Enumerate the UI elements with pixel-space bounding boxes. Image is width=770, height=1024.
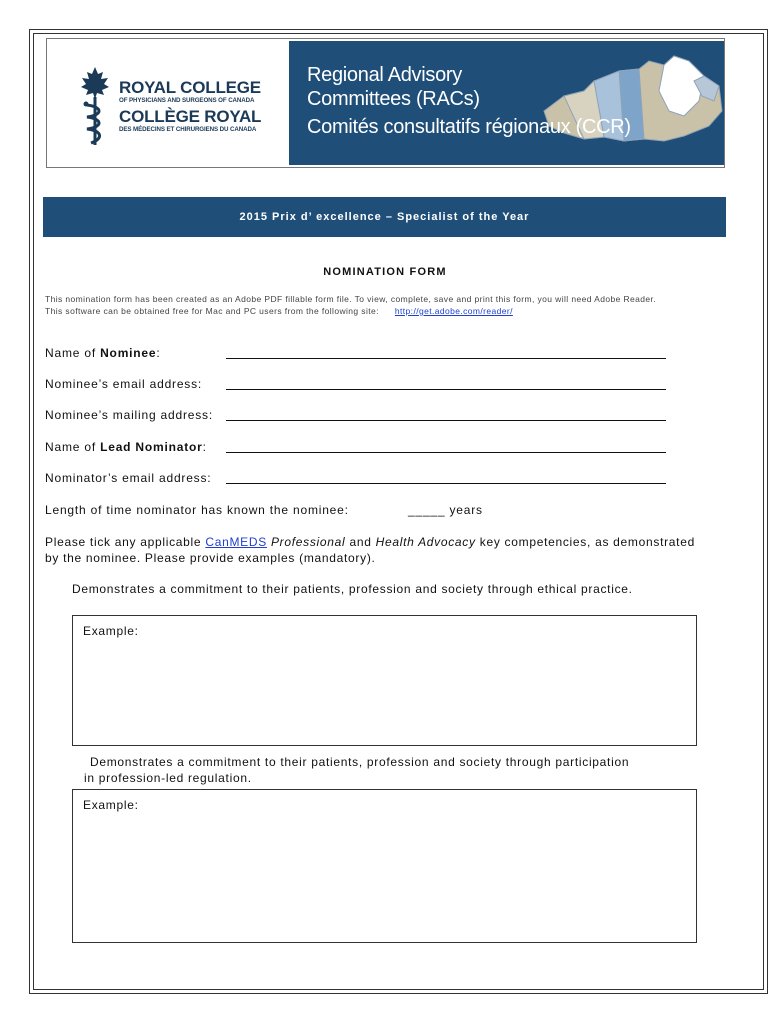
logo-line-3: COLLÈGE ROYAL [119,107,262,126]
adobe-reader-link[interactable]: http://get.adobe.com/reader/ [394,306,513,316]
rac-banner [289,41,724,165]
instructions [45,534,695,566]
instructions-line-2: by the nominee. Please provide examples (mandatory). [45,551,376,565]
intro-line-1: This nomination form has been created as an Adobe PDF fillable form file. To view, complete, save and print this form, you will need Adobe Reader. [45,294,657,304]
lead-nominator-label: Name of Lead Nominator: [45,440,207,454]
nominee-mailing-field[interactable] [226,420,666,421]
competency-1-text: Demonstrates a commitment to their patients, profession and society through ethical practice. [72,582,633,596]
example-box-1[interactable] [72,615,697,746]
canada-map-icon [524,41,724,165]
example-box-2[interactable] [72,789,697,943]
logo-text [119,79,289,134]
header-banner [46,38,725,168]
nominee-mailing-label: Nominee’s mailing address: [45,408,213,422]
logo-line-2: OF PHYSICIANS AND SURGEONS OF CANADA [119,97,255,104]
intro-line-2: This software can be obtained free for Mac and PC users from the following site: http://get.adobe.com/reader/ [45,306,513,316]
award-title-bar [43,197,726,237]
logo-line-4: DES MÉDECINS ET CHIRURGIENS DU CANADA [119,126,257,133]
competency-2-text-line-2: in profession-led regulation. [84,771,252,785]
nominee-email-label: Nominee’s email address: [45,377,203,391]
lead-nominator-field[interactable] [226,452,666,453]
logo-line-1: ROYAL COLLEGE [119,78,261,97]
nominator-email-label: Nominator’s email address: [45,471,212,485]
nominee-name-label: Name of Nominee: [45,346,161,360]
nominee-email-field[interactable] [226,389,666,390]
nominator-email-field[interactable] [226,483,666,484]
length-known-label: Length of time nominator has known the nominee: [45,503,349,517]
years-known-field[interactable]: _____ years [408,503,483,517]
rac-title-line-2: Committees (RACs) [307,88,480,110]
instructions-line-1: Please tick any applicable CanMEDS Professional and Health Advocacy key competencies, as demonstrated [45,535,695,549]
award-title: 2015 Prix d’ excellence – Specialist of the Year [239,211,530,223]
nominee-name-field[interactable] [226,358,666,359]
rac-title-line-1: Regional Advisory [307,64,462,86]
canmeds-link[interactable]: CanMEDS [205,535,267,549]
example-label-2: Example: [83,798,139,812]
caduceus-maple-leaf-icon [77,65,113,147]
intro-text [45,293,656,317]
rac-title-line-3: Comités consultatifs régionaux (CCR) [307,116,631,138]
example-label-1: Example: [83,624,139,638]
form-heading: NOMINATION FORM [323,266,447,278]
competency-2-text-line-1: Demonstrates a commitment to their patients, profession and society through participation [90,755,630,769]
royal-college-logo [47,39,289,167]
